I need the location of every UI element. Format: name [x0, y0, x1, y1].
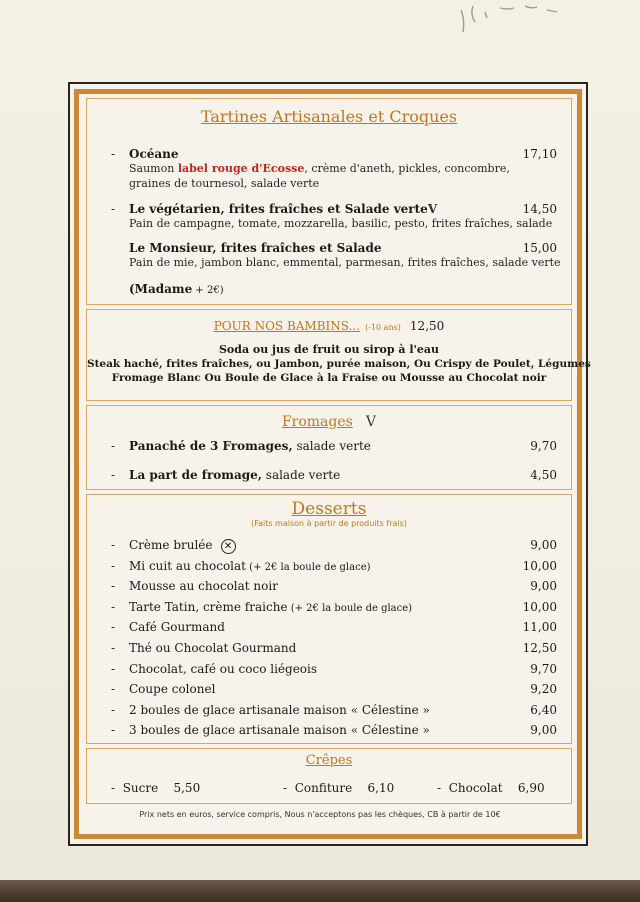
item-dash: -: [111, 661, 116, 676]
item-description: Pain de mie, jambon blanc, emmental, parmesan, frites fraîches, salade verte: [129, 256, 561, 269]
item-name: (Madame + 2€): [129, 282, 224, 296]
bambins-age: (-10 ans): [365, 323, 401, 332]
bambins-section: [86, 309, 591, 401]
bambins-header: [87, 315, 571, 334]
item-dash: -: [111, 620, 116, 635]
item-price: 17,10: [522, 147, 557, 161]
item-name: Crème brulée ✕: [129, 538, 236, 554]
item-name: La part de fromage, salade verte: [129, 468, 341, 482]
item-dash: -: [111, 723, 116, 738]
item-price: 14,50: [522, 202, 557, 216]
item-name: Mousse au chocolat noir: [129, 579, 278, 594]
item-dash: -: [111, 558, 116, 573]
desserts-section: [86, 494, 572, 744]
item-dash: -: [111, 702, 116, 717]
item-name: Thé ou Chocolat Gourmand: [129, 641, 297, 655]
crepe-item-chocolat: - Chocolat 6,90: [437, 781, 545, 795]
fromages-header: [87, 411, 571, 430]
item-name: Mi cuit au chocolat (+ 2€ la boule de glace): [129, 558, 371, 573]
bambins-line: Fromage Blanc Ou Boule de Glace à la Fraise ou Mousse au Chocolat noir: [111, 372, 547, 384]
item-description: Saumon label rouge d'Ecosse, crème d'aneth, pickles, concombre,: [129, 162, 510, 175]
item-name: Le Monsieur, frites fraîches et Salade: [129, 241, 382, 255]
item-dash: -: [111, 202, 116, 216]
item-name: Coupe colonel: [129, 682, 216, 697]
item-name: 3 boules de glace artisanale maison « Célestine »: [129, 723, 430, 738]
item-description: graines de tournesol, salade verte: [129, 177, 320, 190]
item-dash: -: [111, 439, 116, 453]
vegetarian-check-icon: V: [427, 202, 438, 216]
item-price: 10,00: [522, 558, 557, 573]
item-name: Tarte Tatin, crème fraiche (+ 2€ la boule de glace): [129, 599, 413, 614]
crossed-circle-icon: ✕: [221, 539, 236, 554]
item-description: Pain de campagne, tomate, mozzarella, basilic, pesto, frites fraîches, salade: [129, 217, 553, 230]
crepes-title: Crêpes: [305, 753, 353, 768]
item-price: 4,50: [530, 468, 557, 482]
item-price: 9,70: [530, 661, 557, 676]
bambins-line: Steak haché, frites fraîches, ou Jambon, purée maison, Ou Crispy de Poulet, Légumes: [87, 358, 591, 370]
item-dash: -: [111, 538, 116, 552]
label-rouge-highlight: label rouge d'Ecosse: [177, 162, 305, 175]
item-dash: -: [111, 579, 116, 594]
price-note: Prix nets en euros, service compris, Nous n'acceptons pas les chèques, CB à partir de 10€: [139, 810, 501, 819]
tartines-section: [86, 98, 572, 305]
item-name: Panaché de 3 Fromages, salade verte: [129, 439, 371, 453]
item-price: 9,00: [530, 579, 557, 594]
fromages-section: [86, 405, 572, 490]
item-price: 15,00: [522, 241, 557, 255]
item-name: Océane: [129, 147, 179, 161]
desserts-title: Desserts: [291, 499, 367, 519]
vegetarian-check-icon: V: [365, 414, 377, 430]
item-dash: -: [111, 599, 116, 614]
crepe-item-sucre: - Sucre 5,50: [111, 781, 201, 795]
item-price: 9,00: [530, 538, 557, 552]
handwritten-marks: [455, 2, 575, 38]
item-name: Chocolat, café ou coco liégeois: [129, 661, 318, 676]
item-name: Café Gourmand: [129, 620, 225, 635]
item-name: 2 boules de glace artisanale maison « Célestine »: [129, 702, 430, 717]
item-price: 6,40: [530, 702, 557, 717]
item-price: 12,50: [522, 641, 557, 655]
fromages-title: Fromages: [281, 414, 353, 430]
item-price: 10,00: [522, 599, 557, 614]
crepes-section: [86, 748, 572, 804]
item-dash: -: [111, 147, 116, 161]
bambins-line: Soda ou jus de fruit ou sirop à l'eau: [218, 343, 440, 356]
crepe-item-confiture: - Confiture 6,10: [283, 781, 395, 795]
item-name: Le végétarien, frites fraîches et Salade verteV: [129, 202, 438, 216]
bambins-title: POUR NOS BAMBINS...: [213, 319, 361, 333]
desserts-subtitle: (Faits maison à partir de produits frais): [251, 519, 407, 528]
item-dash: -: [111, 641, 116, 655]
item-price: 9,70: [530, 439, 557, 453]
table-edge: [0, 880, 640, 902]
tartines-title: Tartines Artisanales et Croques: [200, 107, 458, 126]
item-dash: -: [111, 682, 116, 697]
item-dash: -: [111, 468, 116, 482]
bambins-price: 12,50: [409, 319, 445, 333]
item-price: 9,20: [530, 682, 557, 697]
item-price: 9,00: [530, 723, 557, 738]
item-price: 11,00: [522, 620, 557, 635]
